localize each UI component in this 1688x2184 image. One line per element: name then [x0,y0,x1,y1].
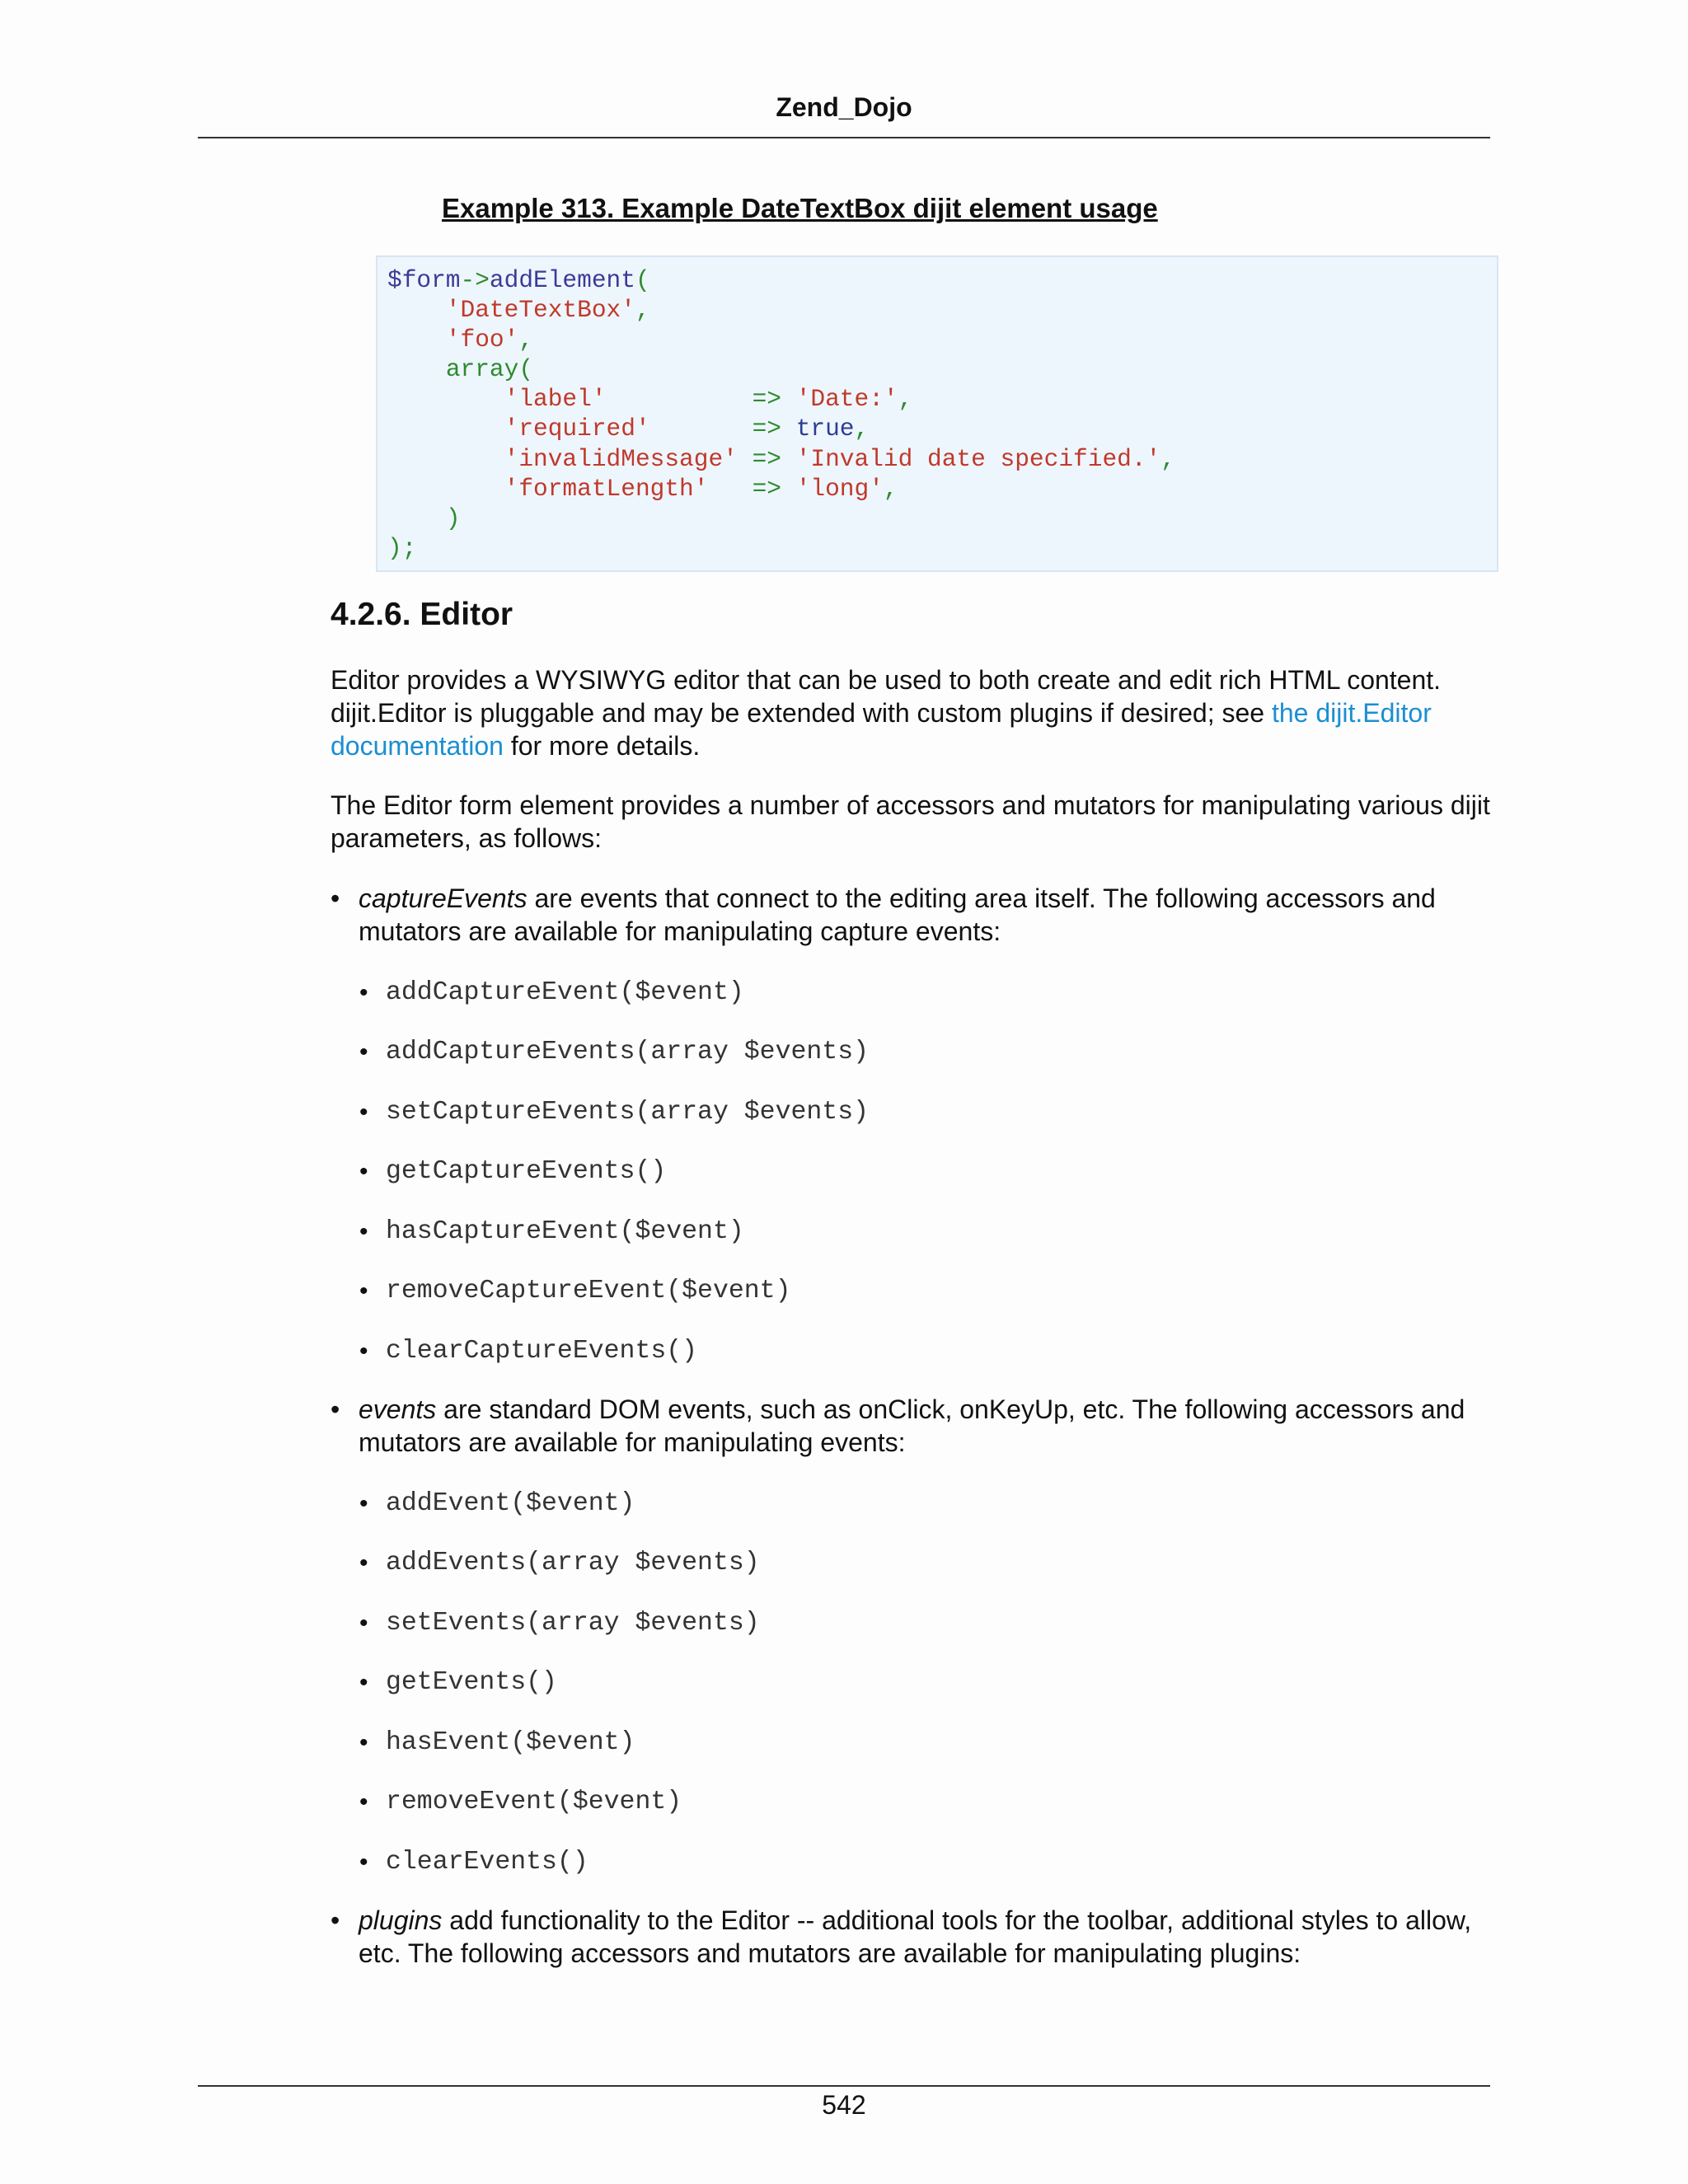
list-item-plugins [331,1904,1490,1970]
method-item [359,1488,635,1521]
term-capture-events: captureEvents [359,883,528,913]
example-title: Example 313. Example DateTextBox dijit element usage [442,193,1158,223]
bullet-icon: • [359,1277,368,1305]
method-name: addEvent($event) [386,1489,635,1518]
dijit-editor-doc-link[interactable]: the dijit.Editor documentation [331,698,1432,761]
method-name: removeCaptureEvent($event) [386,1277,791,1305]
bullet-icon: • [359,1218,368,1245]
method-name: addCaptureEvents(array $events) [386,1038,869,1066]
method-item [359,1846,588,1879]
bullet-icon: • [359,1610,368,1637]
method-name: setCaptureEvents(array $events) [386,1098,869,1127]
paragraph-text: for more details. [503,731,701,761]
code-arrow: => [752,474,781,503]
code-close-statement: ); [387,533,417,562]
method-item [359,1096,869,1129]
term-plugins: plugins [359,1905,443,1935]
code-value: 'Date:' [795,385,898,414]
bullet-icon: • [359,1669,368,1696]
method-name: clearEvents() [386,1848,588,1877]
method-item [359,1275,791,1308]
method-name: clearCaptureEvents() [386,1337,698,1366]
method-item [359,1216,744,1249]
code-string: 'DateTextBox' [445,296,635,325]
code-var: $form [387,266,461,294]
list-item-capture-events [331,882,1490,948]
method-name: removeEvent($event) [386,1788,682,1816]
code-value: 'Invalid date specified.' [795,444,1161,473]
bullet-icon: • [331,1905,340,1935]
bullet-icon: • [359,1038,368,1066]
running-header: Zend_Dojo [776,92,912,122]
code-value: true [795,415,855,443]
code-arrow-op: -> [460,266,490,294]
code-paren: ( [635,266,650,294]
code-value: 'long' [795,474,884,503]
bullet-icon: • [359,1099,368,1126]
method-item [359,1607,760,1640]
code-keyword: array( [445,355,534,384]
code-method: addElement [489,266,635,294]
method-item [359,1547,760,1580]
bullet-icon: • [359,1849,368,1876]
method-name: addCaptureEvent($event) [386,978,744,1007]
method-item [359,977,744,1010]
bullet-icon: • [359,1490,368,1517]
paragraph-text: Editor provides a WYSIWYG editor that can be used to both create and edit rich HTML content. dijit.Editor is pluggable and may be extended with custom plugins if desired; see [331,665,1442,728]
method-item [359,1786,682,1819]
editor-intro-paragraph [331,663,1490,762]
list-item-events [331,1393,1490,1459]
bullet-icon: • [359,1549,368,1577]
bullet-icon: • [359,1338,368,1365]
list-item-text: add functionality to the Editor -- additional tools for the toolbar, additional styles to allow, etc. The following accessors and mutators are available for manipulating plugins: [359,1905,1472,1968]
code-close-paren: ) [445,504,461,532]
bullet-icon: • [359,1788,368,1816]
bullet-icon: • [359,1158,368,1185]
method-name: hasCaptureEvent($event) [386,1217,744,1246]
method-name: getCaptureEvents() [386,1157,667,1186]
method-item [359,1727,635,1760]
bullet-icon: • [359,1729,368,1756]
code-arrow: => [752,444,781,473]
method-name: addEvents(array $events) [386,1549,760,1577]
term-events: events [359,1394,437,1424]
code-arrow: => [752,385,781,414]
method-name: getEvents() [386,1668,557,1697]
list-item-text: are standard DOM events, such as onClick, onKeyUp, etc. The following accessors and mutators are available for manipulating events: [359,1394,1465,1457]
header-rule [198,137,1490,138]
section-heading: 4.2.6. Editor [331,597,513,632]
list-item-text: are events that connect to the editing area itself. The following accessors and mutators are available for manipulating capture events: [359,883,1436,946]
method-item [359,1335,698,1368]
bullet-icon: • [331,883,340,913]
page-number: 542 [822,2090,866,2120]
accessors-paragraph: The Editor form element provides a number of accessors and mutators for manipulating various dijit parameters, as follows: [331,790,1490,853]
method-name: hasEvent($event) [386,1728,635,1757]
method-name: setEvents(array $events) [386,1609,760,1638]
bullet-icon: • [331,1394,340,1424]
code-arrow: => [752,415,781,443]
method-item [359,1155,667,1188]
method-item [359,1036,869,1069]
code-key: 'formatLength' [504,474,709,503]
code-key: 'invalidMessage' [504,444,738,473]
code-block: $form->addElement( 'DateTextBox', 'foo', array( 'label' => 'Date:', 'required' => true, 'invalidMessage' => 'Invalid date specified.', 'formatLength' => 'long', ) ); [376,255,1498,572]
footer-rule [198,2085,1490,2087]
code-key: 'label' [504,385,607,414]
method-item [359,1666,557,1699]
code-string: 'foo' [445,326,519,354]
code-key: 'required' [504,415,650,443]
bullet-icon: • [359,979,368,1006]
